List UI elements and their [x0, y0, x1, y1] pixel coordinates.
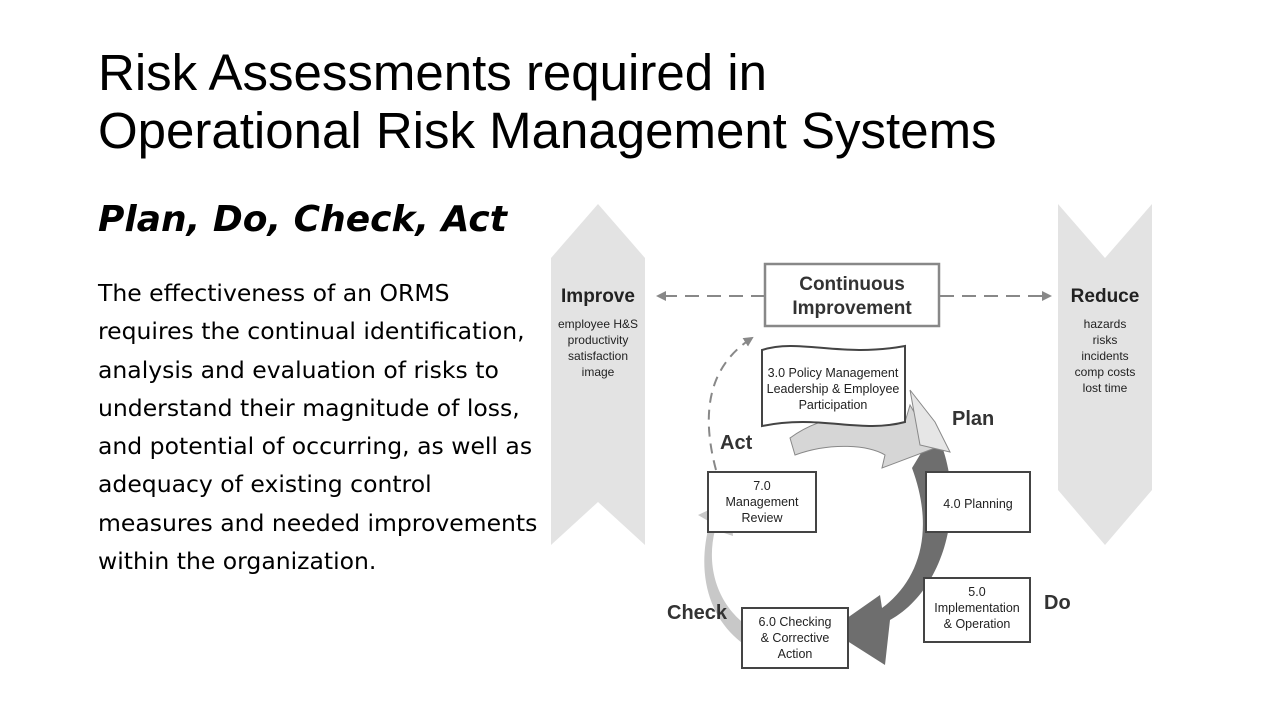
body-paragraph: The effectiveness of an ORMS requires the continual identification, analysis and evaluation of risks to understand their magnitude of loss, and potential of occurring, as well as adequacy of existing control measures and needed improvements within the organization.	[98, 279, 538, 576]
slide-title-line-1: Risk Assessments required in	[98, 44, 767, 101]
improve-item: image	[581, 365, 615, 379]
phase-label-act: Act	[720, 432, 753, 454]
pdca-diagram	[540, 200, 1170, 680]
improve-banner	[551, 204, 645, 545]
improve-item: employee H&S	[557, 317, 639, 331]
implementation-line-1: 5.0	[968, 585, 986, 599]
improve-heading: Improve	[561, 286, 635, 307]
continuous-improvement-line-2: Improvement	[792, 298, 912, 319]
reduce-item: risks	[1092, 333, 1118, 347]
continuous-improvement-box	[765, 264, 939, 326]
reduce-heading: Reduce	[1070, 286, 1140, 307]
reduce-item: hazards	[1083, 317, 1127, 331]
checking-line-2: & Corrective	[760, 631, 830, 645]
reduce-item: comp costs	[1074, 365, 1136, 379]
reduce-item: lost time	[1082, 381, 1128, 395]
improve-item: productivity	[567, 333, 629, 347]
continuous-improvement-line-1: Continuous	[799, 274, 905, 295]
slide-title	[98, 44, 1218, 160]
planning-label: 4.0 Planning	[943, 497, 1013, 511]
policy-line-3: Participation	[798, 398, 868, 412]
checking-line-3: Action	[777, 647, 813, 661]
phase-label-check: Check	[667, 602, 728, 624]
implementation-line-3: & Operation	[943, 617, 1011, 631]
phase-label-plan: Plan	[952, 408, 995, 430]
improve-item: satisfaction	[567, 349, 629, 363]
policy-line-1: 3.0 Policy Management	[767, 366, 899, 380]
management-review-line-1: 7.0	[753, 479, 771, 493]
checking-box	[742, 608, 848, 668]
slide-subtitle: Plan, Do, Check, Act	[98, 199, 507, 240]
planning-box	[926, 472, 1030, 532]
implementation-box	[924, 578, 1030, 642]
reduce-banner	[1058, 204, 1152, 545]
reduce-item: incidents	[1081, 349, 1129, 363]
management-review-line-3: Review	[741, 511, 783, 525]
phase-label-do: Do	[1044, 592, 1071, 614]
policy-banner	[762, 346, 905, 426]
implementation-line-2: Implementation	[934, 601, 1020, 615]
management-review-box	[708, 472, 816, 532]
management-review-line-2: Management	[725, 495, 799, 509]
slide-title-line-2: Operational Risk Management Systems	[98, 102, 997, 159]
checking-line-1: 6.0 Checking	[758, 615, 832, 629]
policy-line-2: Leadership & Employee	[766, 382, 900, 396]
